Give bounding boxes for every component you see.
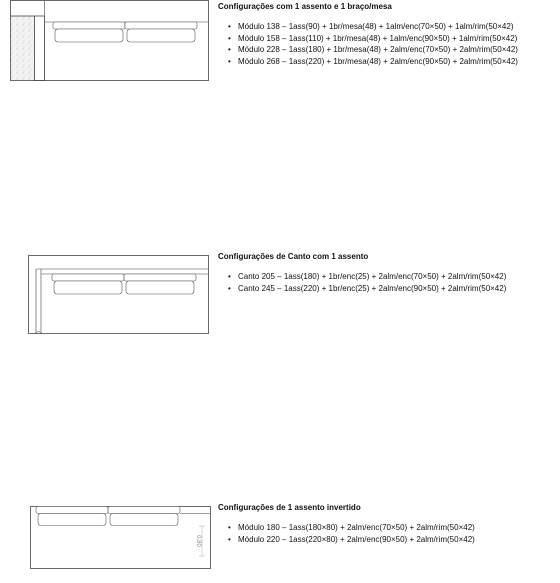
- sofa-canto-svg: [28, 255, 210, 335]
- config-list: [218, 21, 518, 67]
- list-item: • Canto 245 – 1ass(220) + 1br/enc(25) + 2alm/enc(90×50) + 2alm/rim(50×42): [228, 283, 506, 295]
- section-text: [218, 2, 518, 67]
- almofada-encosto: [52, 274, 124, 281]
- config-list: [218, 522, 475, 545]
- sofa-diagram-invertido: [30, 506, 215, 576]
- almofada-encosto: [108, 507, 180, 514]
- sofa-frame: [29, 256, 209, 334]
- sofa-invertido-svg: [30, 506, 215, 576]
- list-item: • Canto 205 – 1ass(180) + 1br/enc(25) + 2alm/enc(70×50) + 2alm/rim(50×42): [228, 271, 506, 283]
- sofa-diagram-canto: [28, 255, 210, 335]
- list-item: • Módulo 158 – 1ass(110) + 1br/mesa(48) + 1alm/enc(90×50) + 1alm/rim(50×42): [228, 33, 518, 45]
- section-text: [218, 503, 475, 545]
- mesa-area: [11, 16, 35, 81]
- section-text: [218, 252, 506, 294]
- section-title: Configurações de 1 assento invertido: [218, 503, 361, 512]
- sofa-diagram-braco-mesa: [10, 0, 210, 82]
- almofada-encosto: [53, 22, 125, 29]
- dimension-label: 0,80: [195, 535, 201, 547]
- list-item: • Módulo 228 – 1ass(180) + 1br/mesa(48) + 2alm/enc(70×50) + 2alm/rim(50×42): [228, 44, 518, 56]
- list-item: • Módulo 220 – 1ass(220×80) + 2alm/enc(90×50) + 2alm/rim(50×42): [228, 534, 475, 546]
- almofada-encosto: [36, 507, 108, 514]
- section-title: Configurações com 1 assento e 1 braço/mesa: [218, 2, 392, 11]
- almofada-encosto: [125, 22, 197, 29]
- almofada-encosto: [124, 274, 196, 281]
- section-title: Configurações de Canto com 1 assento: [218, 252, 369, 261]
- config-list: [218, 271, 506, 294]
- list-item: • Módulo 268 – 1ass(220) + 1br/mesa(48) + 2alm/enc(90×50) + 2alm/rim(50×42): [228, 56, 518, 68]
- braco-strip: [35, 16, 45, 81]
- sofa-braco-mesa-svg: [10, 0, 210, 82]
- list-item: • Módulo 138 – 1ass(90) + 1br/mesa(48) + 1alm/enc(70×50) + 1alm/rim(50×42): [228, 21, 518, 33]
- list-item: • Módulo 180 – 1ass(180×80) + 2alm/enc(70×50) + 2alm/rim(50×42): [228, 522, 475, 534]
